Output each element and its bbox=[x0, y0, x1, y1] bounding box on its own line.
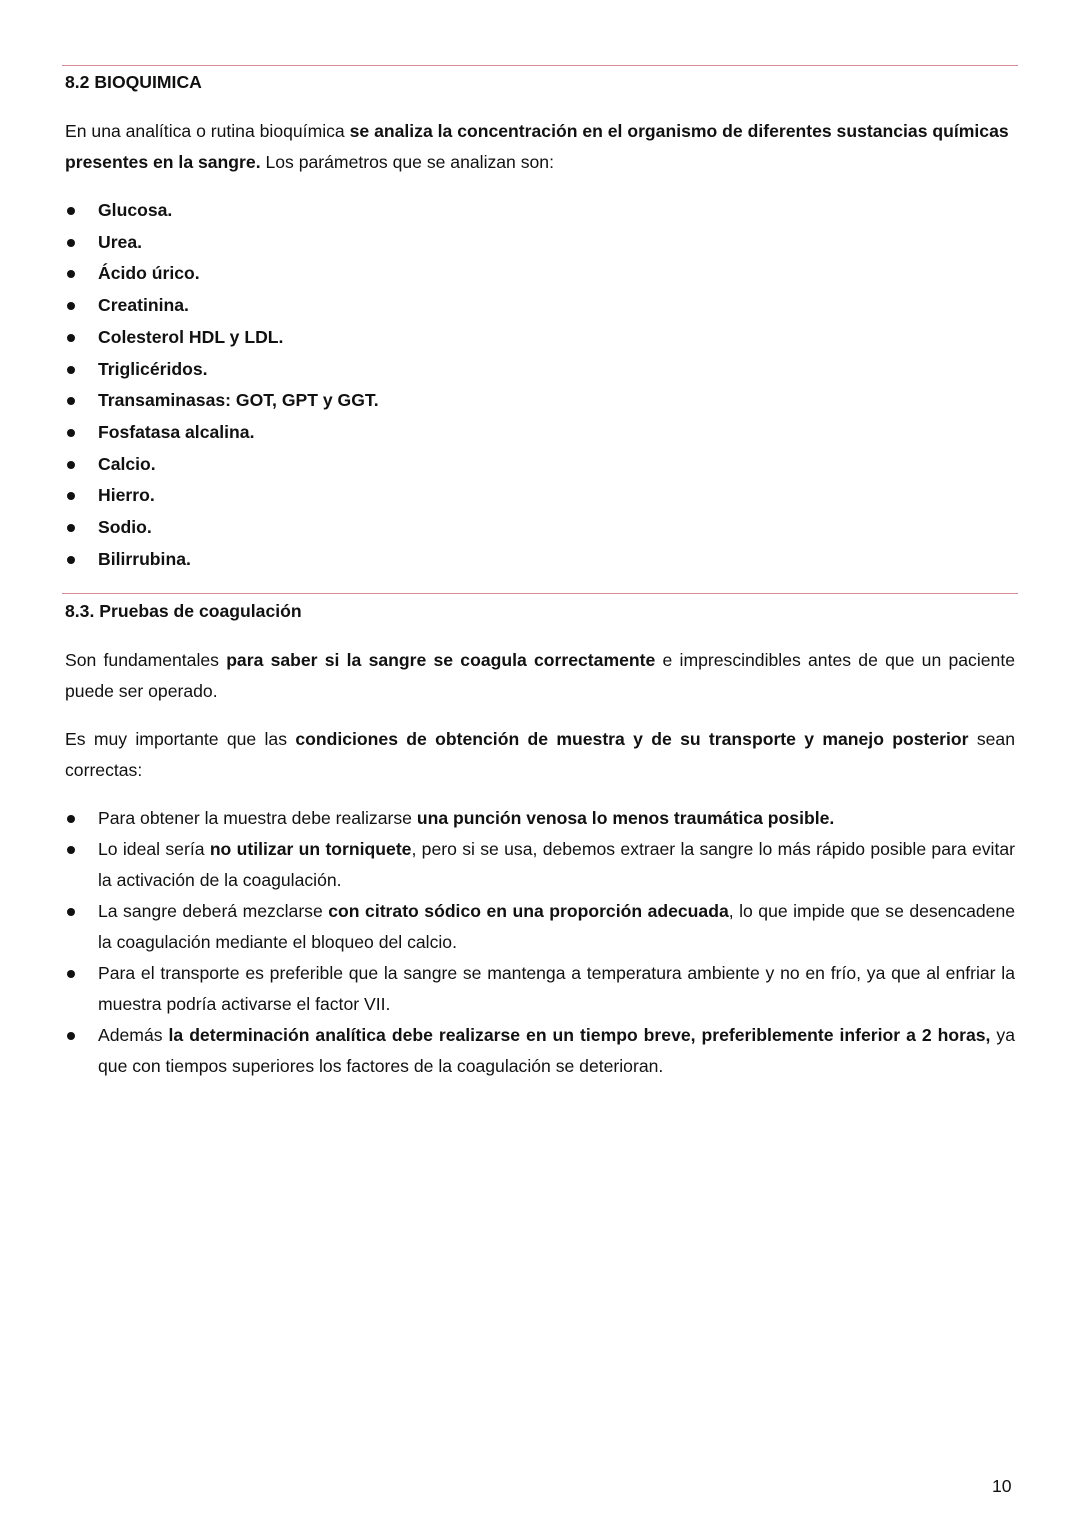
section-heading: 8.2 BIOQUIMICA bbox=[65, 72, 202, 92]
text: Para el transporte es preferible que la sangre se mantenga a temperatura ambiente y no en frío, ya que al enfriar la muestra podría activarse el factor VII. bbox=[98, 963, 1015, 1014]
section-bioquimica bbox=[65, 67, 1015, 575]
bold-text: Bilirrubina. bbox=[98, 548, 191, 569]
section-heading: 8.3. Pruebas de coagulación bbox=[65, 601, 302, 621]
list-item bbox=[65, 227, 1015, 259]
list-item bbox=[65, 449, 1015, 481]
bullet-icon bbox=[67, 461, 75, 469]
list-item bbox=[65, 544, 1015, 576]
parameter-list bbox=[65, 195, 1015, 575]
text: e imprescindibles antes de que un paciente puede ser operado. bbox=[65, 650, 1015, 701]
text: Para obtener la muestra debe realizarse bbox=[98, 808, 417, 828]
list-item bbox=[65, 834, 1015, 896]
bold-text: una punción venosa lo menos traumática posible. bbox=[416, 808, 835, 828]
bold-text: para saber si la sangre se coagula correctamente bbox=[226, 650, 656, 670]
text: sean correctas: bbox=[65, 729, 1015, 780]
paragraph bbox=[65, 116, 1015, 178]
bold-text: Creatinina. bbox=[98, 295, 189, 316]
bullet-icon bbox=[67, 815, 75, 823]
bullet-icon bbox=[67, 270, 75, 278]
bullet-icon bbox=[67, 846, 75, 854]
list-item bbox=[65, 258, 1015, 290]
bold-text: Colesterol HDL y LDL. bbox=[98, 326, 284, 347]
condition-list bbox=[65, 803, 1015, 1082]
bold-text: Glucosa. bbox=[98, 200, 173, 220]
list-item bbox=[65, 195, 1015, 227]
text: Son fundamentales bbox=[65, 650, 227, 670]
list-item bbox=[65, 958, 1015, 1020]
bold-text: Urea. bbox=[98, 231, 143, 252]
text: ya que con tiempos superiores los factores de la coagulación se deterioran. bbox=[98, 1025, 1015, 1076]
bold-text: Calcio. bbox=[98, 453, 156, 474]
bold-text: la determinación analítica debe realizarse en un tiempo breve, preferiblemente inferior a 2 horas, bbox=[168, 1025, 991, 1045]
list-item bbox=[65, 1020, 1015, 1082]
bold-text: condiciones de obtención de muestra y de su transporte y manejo posterior bbox=[295, 729, 969, 749]
list-item bbox=[65, 417, 1015, 449]
bullet-icon bbox=[67, 302, 75, 310]
list-item bbox=[65, 512, 1015, 544]
list-item bbox=[65, 896, 1015, 958]
bullet-icon bbox=[67, 908, 75, 916]
bold-text: se analiza la concentración en el organismo de diferentes sustancias químicas presentes en la sangre. bbox=[65, 121, 1009, 172]
bullet-icon bbox=[67, 556, 75, 564]
section-coagulacion bbox=[65, 596, 1015, 1082]
bullet-icon bbox=[67, 397, 75, 405]
section-paragraphs bbox=[65, 116, 1015, 178]
paragraph bbox=[65, 724, 1015, 786]
bullet-icon bbox=[67, 239, 75, 247]
text: Es muy importante que las bbox=[65, 729, 296, 749]
bold-text: Ácido úrico. bbox=[98, 263, 200, 284]
bold-text: Sodio. bbox=[98, 517, 152, 538]
bullet-icon bbox=[67, 524, 75, 532]
bold-text: Transaminasas: GOT, GPT y GGT. bbox=[98, 390, 379, 411]
list-item bbox=[65, 385, 1015, 417]
text: , pero si se usa, debemos extraer la sangre lo más rápido posible para evitar la activación de la coagulación. bbox=[98, 839, 1015, 890]
bullet-icon bbox=[67, 207, 75, 215]
text: En una analítica o rutina bioquímica bbox=[65, 121, 350, 141]
bold-text: con citrato sódico en una proporción adecuada bbox=[328, 901, 729, 921]
bullet-icon bbox=[67, 1032, 75, 1040]
section-divider bbox=[62, 593, 1018, 594]
section-divider bbox=[62, 65, 1018, 66]
bullet-icon bbox=[67, 429, 75, 437]
list-item bbox=[65, 354, 1015, 386]
bold-text: Triglicéridos. bbox=[98, 358, 208, 379]
paragraph bbox=[65, 645, 1015, 707]
text: Lo ideal sería bbox=[98, 839, 210, 859]
page-number: 10 bbox=[992, 1476, 1012, 1496]
text: Los parámetros que se analizan son: bbox=[260, 152, 554, 172]
text: Además bbox=[98, 1025, 169, 1045]
list-item bbox=[65, 480, 1015, 512]
section-paragraphs bbox=[65, 645, 1015, 786]
bold-text: no utilizar un torniquete bbox=[209, 839, 412, 859]
bold-text: Fosfatasa alcalina. bbox=[98, 421, 255, 442]
list-item bbox=[65, 803, 1015, 834]
bullet-icon bbox=[67, 492, 75, 500]
bold-text: Hierro. bbox=[98, 485, 155, 506]
list-item bbox=[65, 290, 1015, 322]
bullet-icon bbox=[67, 970, 75, 978]
bullet-icon bbox=[67, 334, 75, 342]
bullet-icon bbox=[67, 366, 75, 374]
text: , lo que impide que se desencadene la coagulación mediante el bloqueo del calcio. bbox=[98, 901, 1016, 952]
text: La sangre deberá mezclarse bbox=[98, 901, 329, 921]
list-item bbox=[65, 322, 1015, 354]
